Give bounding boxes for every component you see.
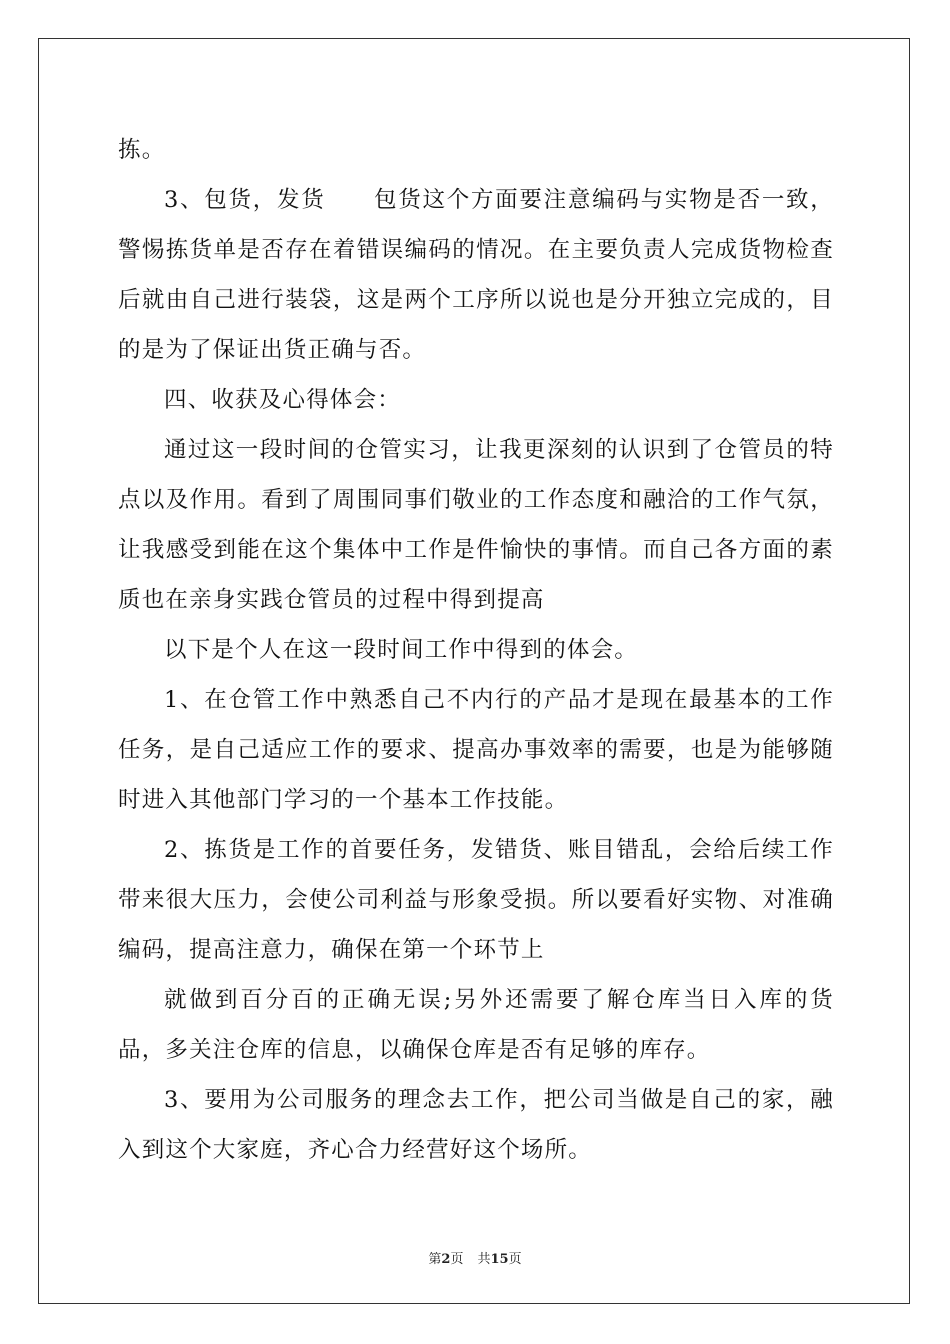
total-page-count: 15 (490, 1252, 509, 1267)
footer-total-prefix: 共 (477, 1252, 491, 1267)
page-footer (0, 1248, 950, 1267)
current-page-number: 2 (441, 1252, 451, 1267)
paragraph-3: 通过这一段时间的仓管实习，让我更深刻的认识到了仓管员的特点以及作用。看到了周围同事们敬业的工作态度和融洽的工作气氛，让我感受到能在这个集体中工作是件愉快的事情。而自己各方面的素质也在亲身实践仓管员的过程中得到提高 (118, 437, 834, 613)
footer-page-unit: 页 (450, 1252, 464, 1267)
paragraph-5: 1、在仓管工作中熟悉自己不内行的产品才是现在最基本的工作任务，是自己适应工作的要求、提高办事效率的需要，也是为能够随时进入其他部门学习的一个基本工作技能。 (118, 687, 834, 813)
paragraph-7: 就做到百分百的正确无误;另外还需要了解仓库当日入库的货品，多关注仓库的信息，以确保仓库是否有足够的库存。 (118, 987, 834, 1063)
paragraph-0: 拣。 (118, 137, 166, 163)
footer-total-unit: 页 (508, 1252, 522, 1267)
paragraph-6: 2、拣货是工作的首要任务，发错货、账目错乱，会给后续工作带来很大压力，会使公司利益与形象受损。所以要看好实物、对准确编码，提高注意力，确保在第一个环节上 (118, 837, 834, 963)
footer-prefix: 第 (428, 1252, 442, 1267)
paragraph-8: 3、要用为公司服务的理念去工作，把公司当做是自己的家，融入到这个大家庭，齐心合力经营好这个场所。 (118, 1087, 834, 1163)
paragraph-2: 四、收获及心得体会： (164, 387, 402, 413)
paragraph-1: 3、包货，发货 包货这个方面要注意编码与实物是否一致，警惕拣货单是否存在着错误编码的情况。在主要负责人完成货物检查后就由自己进行装袋，这是两个工序所以说也是分开独立完成的，目的是为了保证出货正确与否。 (118, 187, 834, 363)
paragraph-4: 以下是个人在这一段时间工作中得到的体会。 (164, 637, 639, 663)
document-body (118, 125, 834, 1175)
